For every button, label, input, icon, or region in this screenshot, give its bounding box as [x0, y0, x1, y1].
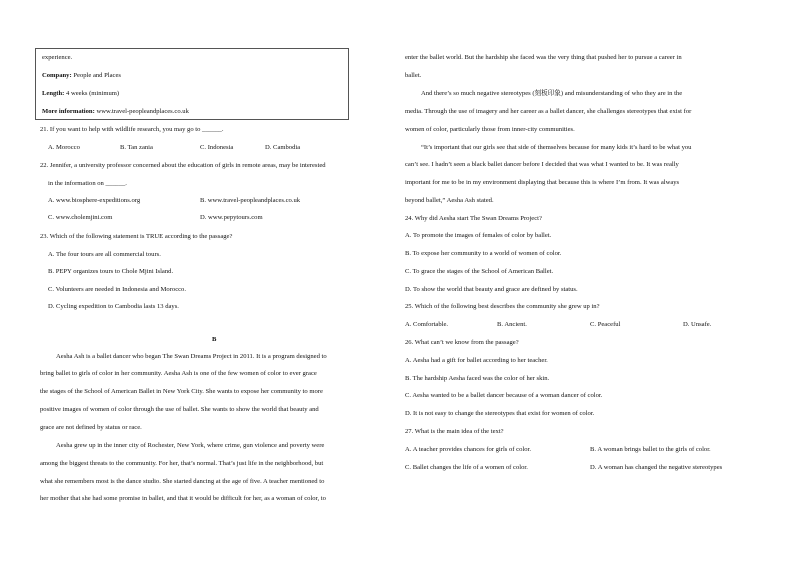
- q27-option-c[interactable]: C. Ballet changes the life of a women of color.: [405, 464, 528, 471]
- company-line: [42, 72, 121, 80]
- passage-line: the stages of the School of American Ballet in New York City. She wants to expose her community to more: [40, 388, 323, 395]
- passage-line: can’t see. I hadn’t seen a black ballet dancer before I decided that was what I wanted to be. It was really: [405, 161, 679, 168]
- q26-option-a[interactable]: A. Aesha had a gift for ballet according to her teacher.: [405, 357, 548, 364]
- company-label: Company:: [42, 72, 72, 79]
- tour-info-box: [35, 48, 349, 120]
- passage-line: what she remembers most is the dance studio. She started dancing at the age of five. A teacher mentioned to: [40, 478, 325, 485]
- passage-line: Aesha grew up in the inner city of Rochester, New York, where crime, gun violence and poverty were: [56, 442, 325, 449]
- q25-option-d[interactable]: D. Unsafe.: [683, 321, 712, 328]
- q26-option-b[interactable]: B. The hardship Aesha faced was the color of her skin.: [405, 375, 550, 382]
- passage-line: grace are not defined by status or race.: [40, 424, 142, 431]
- q22-stem: 22. Jennifer, a university professor concerned about the education of girls in remote areas, may be interested: [40, 162, 326, 169]
- q26-option-d[interactable]: D. It is not easy to change the stereotypes that exist for women of color.: [405, 410, 595, 417]
- passage-line: Aesha Ash is a ballet dancer who began The Swan Dreams Project in 2011. It is a program designed to: [56, 353, 327, 360]
- passage-line: bring ballet to girls of color in her community. Aesha Ash is one of the few women of color to ever grace: [40, 370, 317, 377]
- q21-stem: 21. If you want to help with wildlife research, you may go to ______.: [40, 126, 224, 133]
- passage-line: ballet.: [405, 72, 422, 79]
- q21-option-a[interactable]: A. Morocco: [48, 144, 80, 151]
- passage-line: among the biggest threats to the community. For her, that’s normal. That’s just life in the neighborhood, but: [40, 460, 324, 467]
- q25-option-b[interactable]: B. Ancient.: [497, 321, 527, 328]
- q21-option-d[interactable]: D. Cambodia: [265, 144, 301, 151]
- length-value: 4 weeks (minimum): [66, 90, 120, 97]
- passage-line: beyond ballet,” Aesha Ash stated.: [405, 197, 494, 204]
- q26-stem: 26. What can’t we know from the passage?: [405, 339, 519, 346]
- passage-line: enter the ballet world. But the hardship she faced was the very thing that pushed her to pursue a career in: [405, 54, 682, 61]
- q24-stem: 24. Why did Aesha start The Swan Dreams Project?: [405, 215, 542, 222]
- more-info-value: www.travel-peopleandplaces.co.uk: [96, 108, 189, 115]
- q22-option-c[interactable]: C. www.cholemjini.com: [48, 214, 113, 221]
- q23-stem: 23. Which of the following statement is TRUE according to the passage?: [40, 233, 233, 240]
- passage-line: important for me to be in my environment displaying that because this is where I’m from. It was always: [405, 179, 680, 186]
- section-b-heading: B: [212, 336, 217, 343]
- q27-stem: 27. What is the main idea of the text?: [405, 428, 504, 435]
- q22-option-a[interactable]: A. www.biosphere-expeditions.org: [48, 197, 141, 204]
- passage-line: And there’s so much negative stereotypes (刻板印象) and misunderstanding of who they are in the: [421, 90, 683, 97]
- q24-option-a[interactable]: A. To promote the images of females of color by ballet.: [405, 232, 552, 239]
- length-line: [42, 90, 119, 98]
- q22-option-b[interactable]: B. www.travel-peopleandplaces.co.uk: [200, 197, 301, 204]
- q27-option-d[interactable]: D. A woman has changed the negative stereotypes: [590, 464, 723, 471]
- q27-option-a[interactable]: A. A teacher provides chances for girls of color.: [405, 446, 531, 453]
- q23-option-d[interactable]: D. Cycling expedition to Cambodia lasts 13 days.: [48, 303, 179, 310]
- q24-option-d[interactable]: D. To show the world that beauty and grace are defined by status.: [405, 286, 578, 293]
- passage-line: positive images of women of color through the use of ballet. She wants to show the world that beauty and: [40, 406, 319, 413]
- q21-option-c[interactable]: C. Indonesia: [200, 144, 234, 151]
- passage-line: her mother that she had some promise in ballet, and that it would be difficult for her, as a woman of color, to: [40, 495, 326, 502]
- q24-option-b[interactable]: B. To expose her community to a world of women of color.: [405, 250, 562, 257]
- q24-option-c[interactable]: C. To grace the stages of the School of American Ballet.: [405, 268, 554, 275]
- q23-option-a[interactable]: A. The four tours are all commercial tours.: [48, 251, 161, 258]
- box-text: experience.: [42, 54, 73, 61]
- more-info-line: [42, 108, 189, 116]
- company-value: People and Places: [73, 72, 121, 79]
- more-info-label: More information:: [42, 108, 95, 115]
- q22-stem-cont: in the information on ______.: [48, 180, 127, 187]
- passage-line: media. Through the use of imagery and her career as a ballet dancer, she challenges stereotypes that exist for: [405, 108, 692, 115]
- passage-line: “It’s important that our girls see that side of themselves because for many kids it’s hard to be what you: [421, 144, 692, 151]
- passage-line: women of color, particularly those from inner-city communities.: [405, 126, 575, 133]
- q23-option-b[interactable]: B. PEPY organizes tours to Chole Mjini Island.: [48, 268, 174, 275]
- q25-option-a[interactable]: A. Comfortable.: [405, 321, 449, 328]
- q25-stem: 25. Which of the following best describes the community she grew up in?: [405, 303, 600, 310]
- q25-option-c[interactable]: C. Peaceful: [590, 321, 621, 328]
- length-label: Length:: [42, 90, 65, 97]
- q22-option-d[interactable]: D. www.pepytours.com: [200, 214, 263, 221]
- q26-option-c[interactable]: C. Aesha wanted to be a ballet dancer because of a woman dancer of color.: [405, 392, 603, 399]
- q21-option-b[interactable]: B. Tan zania: [120, 144, 153, 151]
- q27-option-b[interactable]: B. A woman brings ballet to the girls of color.: [590, 446, 711, 453]
- q23-option-c[interactable]: C. Volunteers are needed in Indonesia and Morocco.: [48, 286, 187, 293]
